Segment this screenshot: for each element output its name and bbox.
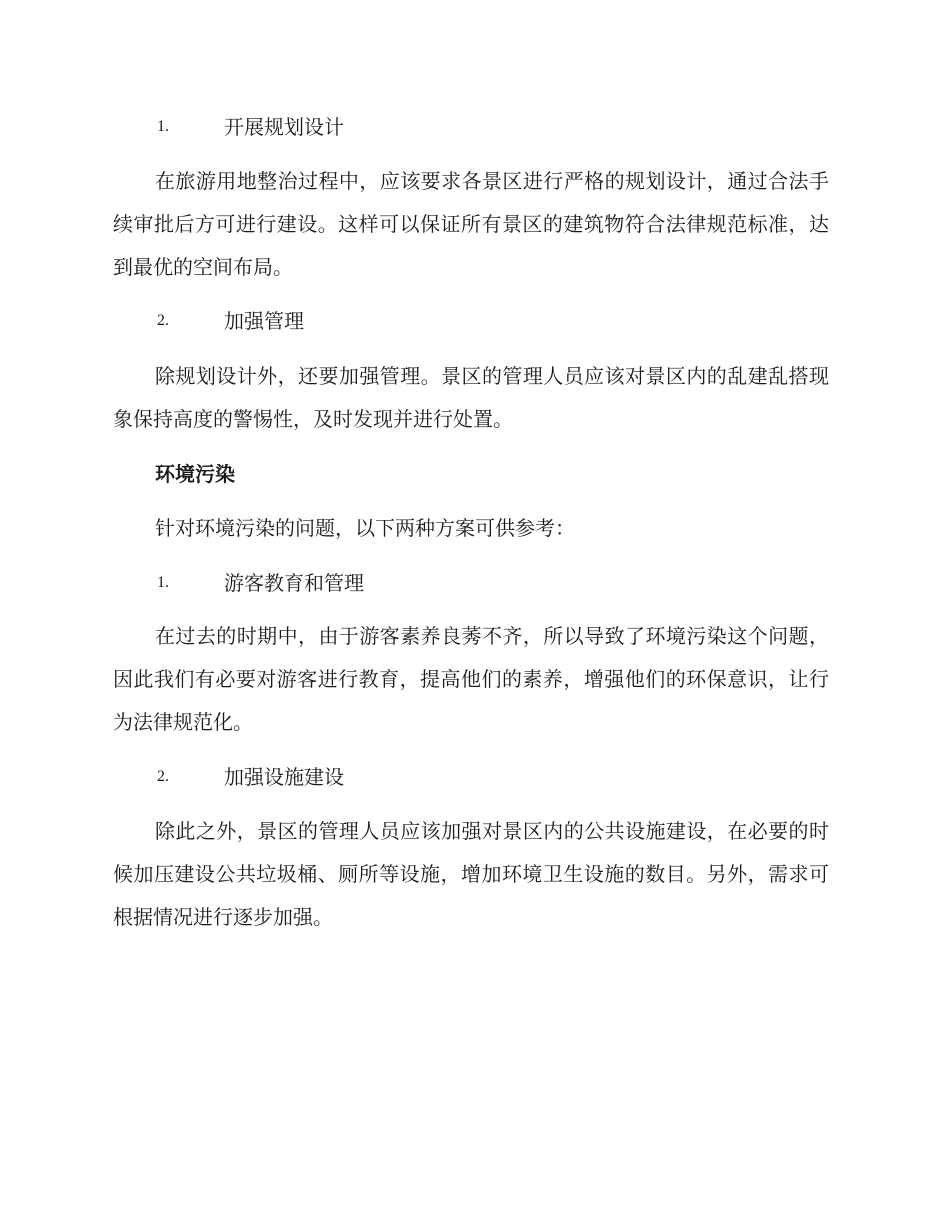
list-label: 开展规划设计 bbox=[224, 115, 344, 139]
list-label: 加强管理 bbox=[224, 309, 304, 333]
list-number: 1. bbox=[157, 118, 169, 135]
list-item-tourist-education bbox=[0, 568, 950, 598]
list-number: 2. bbox=[157, 312, 169, 329]
paragraph-tourist-education: 在过去的时期中，由于游客素养良莠不齐，所以导致了环境污染这个问题，因此我们有必要对游客进行教育，提高他们的素养，增强他们的环保意识，让行为法律规范化。 bbox=[113, 624, 829, 734]
list-number: 2. bbox=[157, 768, 169, 785]
list-label: 加强设施建设 bbox=[224, 765, 344, 789]
paragraph-planning: 在旅游用地整治过程中，应该要求各景区进行严格的规划设计，通过合法手续审批后方可进行建设。这样可以保证所有景区的建筑物符合法律规范标准，达到最优的空间布局。 bbox=[113, 169, 829, 279]
section-heading: 环境污染 bbox=[155, 462, 235, 486]
list-item-management bbox=[0, 306, 950, 336]
list-label: 游客教育和管理 bbox=[224, 571, 364, 595]
list-item-facilities bbox=[0, 762, 950, 792]
paragraph-management: 除规划设计外，还要加强管理。景区的管理人员应该对景区内的乱建乱搭现象保持高度的警惕性，及时发现并进行处置。 bbox=[113, 364, 829, 431]
paragraph-intro: 针对环境污染的问题，以下两种方案可供参考： bbox=[155, 516, 575, 540]
list-item-planning bbox=[0, 112, 950, 142]
paragraph-facilities: 除此之外，景区的管理人员应该加强对景区内的公共设施建设，在必要的时候加压建设公共垃圾桶、厕所等设施，增加环境卫生设施的数目。另外，需求可根据情况进行逐步加强。 bbox=[113, 819, 829, 929]
list-number: 1. bbox=[157, 574, 169, 591]
